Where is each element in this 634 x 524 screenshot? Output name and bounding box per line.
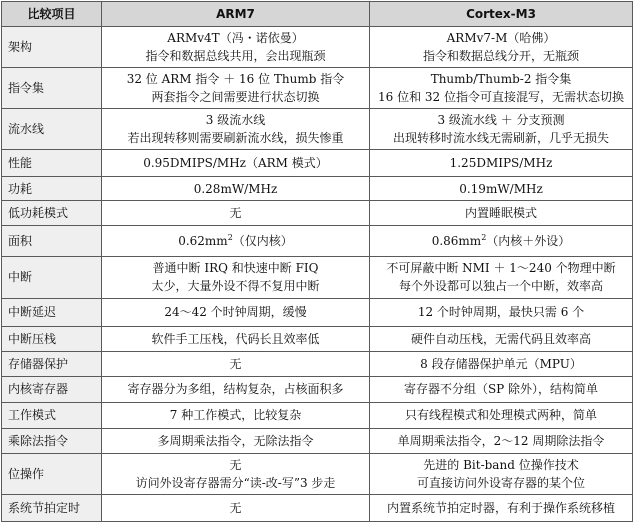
- feature-cell: 指令集: [2, 68, 102, 109]
- table-row: [2, 326, 633, 352]
- feature-cell: 系统节拍定时: [2, 495, 102, 522]
- arm7-cell: [102, 225, 370, 256]
- cell-line: 无: [229, 458, 242, 473]
- arm7-cell: [102, 403, 370, 429]
- table-row: [2, 201, 633, 225]
- table-row: [2, 176, 633, 200]
- cell-line: 无: [229, 356, 242, 371]
- cell-line: 3 级流水线: [205, 113, 266, 128]
- cell-line: 0.95DMIPS/MHz（ARM 模式）: [143, 156, 328, 170]
- superscript: 2: [481, 232, 487, 242]
- header-cortex-m3: Cortex-M3: [370, 2, 633, 27]
- cell-line: 访问外设寄存器需分“读-改-写”3 步走: [135, 476, 336, 491]
- arm7-cell: [102, 176, 370, 200]
- table-row: [2, 298, 633, 326]
- cortex-m3-cell: [370, 495, 633, 522]
- cell-line: 1.25DMIPS/MHz: [449, 156, 553, 170]
- cell-line: 16 位和 32 位指令可直接混写，无需状态切换: [378, 90, 624, 105]
- cell-line: 普通中断 IRQ 和快速中断 FIQ: [152, 261, 319, 276]
- cortex-m3-cell: [370, 256, 633, 298]
- arm7-cortexm3-comparison-table: [1, 1, 633, 522]
- table-row: [2, 256, 633, 298]
- feature-cell: 架构: [2, 27, 102, 68]
- cell-line: 指令和数据总线分开，无瓶颈: [422, 49, 579, 64]
- table-row: [2, 225, 633, 256]
- cell-line: 7 种工作模式，比较复杂: [169, 408, 302, 423]
- feature-cell: 流水线: [2, 109, 102, 150]
- arm7-cell: [102, 150, 370, 177]
- arm7-cell: [102, 256, 370, 298]
- cortex-m3-cell: [370, 454, 633, 495]
- cell-line: 单周期乘法指令，2～12 周期除法指令: [397, 433, 605, 448]
- cell-line: 32 位 ARM 指令 ＋ 16 位 Thumb 指令: [126, 72, 345, 87]
- cell-line: 只有线程模式和处理模式两种，简单: [404, 408, 597, 423]
- cell-line: 寄存器不分组（SP 除外），结构简单: [403, 382, 599, 397]
- cortex-m3-cell: [370, 298, 633, 326]
- cell-line: 太少，大量外设不得不复用中断: [151, 279, 320, 294]
- cortex-m3-cell: [370, 403, 633, 429]
- cell-line: $0.86mm^2$（内核＋外设）: [431, 232, 571, 248]
- table-row: [2, 27, 633, 68]
- cell-line: 可直接访问外设寄存器的某个位: [416, 476, 585, 491]
- cell-line: 先进的 Bit-band 位操作技术: [423, 458, 579, 473]
- feature-cell: 中断延迟: [2, 298, 102, 326]
- table-header-row: [2, 2, 633, 27]
- cortex-m3-cell: [370, 428, 633, 454]
- cell-line: 若出现转移则需要刷新流水线，损失惨重: [127, 131, 344, 146]
- arm7-cell: [102, 352, 370, 376]
- feature-cell: 功耗: [2, 176, 102, 200]
- table-row: [2, 352, 633, 376]
- cell-line: 无: [229, 501, 242, 516]
- header-arm7: ARM7: [102, 2, 370, 27]
- arm7-cell: [102, 495, 370, 522]
- cortex-m3-cell: [370, 176, 633, 200]
- cell-line: 内置系统节拍定时器，有利于操作系统移植: [386, 501, 615, 516]
- cell-line: 24～42 个时钟周期，缓慢: [164, 305, 307, 320]
- table-row: [2, 454, 633, 495]
- cortex-m3-cell: [370, 27, 633, 68]
- table-row: [2, 495, 633, 522]
- feature-cell: 性能: [2, 150, 102, 177]
- feature-cell: 面积: [2, 225, 102, 256]
- cell-line: 不可屏蔽中断 NMI ＋ 1～240 个物理中断: [386, 261, 616, 276]
- arm7-cell: [102, 298, 370, 326]
- cell-line: 8 段存储器保护单元（MPU）: [420, 356, 582, 371]
- cell-line: 无: [229, 205, 242, 220]
- feature-cell: 中断压栈: [2, 326, 102, 352]
- arm7-cell: [102, 109, 370, 150]
- feature-cell: 内核寄存器: [2, 376, 102, 403]
- arm7-cell: [102, 326, 370, 352]
- feature-cell: 工作模式: [2, 403, 102, 429]
- cell-line: 出现转移时流水线无需刷新，几乎无损失: [392, 131, 609, 146]
- arm7-cell: [102, 201, 370, 225]
- cell-line: 3 级流水线 ＋ 分支预测: [437, 113, 565, 128]
- cell-line: 0.19mW/MHz: [459, 181, 543, 196]
- cell-line: $0.62mm^2$（仅内核）: [178, 232, 293, 248]
- table-row: [2, 376, 633, 403]
- cell-line: Thumb/Thumb-2 指令集: [430, 72, 572, 87]
- table-row: [2, 68, 633, 109]
- superscript: 2: [227, 232, 233, 242]
- cortex-m3-cell: [370, 225, 633, 256]
- feature-cell: 低功耗模式: [2, 201, 102, 225]
- feature-cell: 存储器保护: [2, 352, 102, 376]
- cell-line: 多周期乘法指令，无除法指令: [157, 433, 314, 448]
- arm7-cell: [102, 27, 370, 68]
- header-feature: 比较项目: [2, 2, 102, 27]
- table-row: [2, 403, 633, 429]
- feature-cell: 乘除法指令: [2, 428, 102, 454]
- cell-line: 指令和数据总线共用，会出现瓶颈: [145, 49, 326, 64]
- cell-line: 每个外设都可以独占一个中断，效率高: [398, 279, 603, 294]
- cortex-m3-cell: [370, 201, 633, 225]
- feature-cell: 位操作: [2, 454, 102, 495]
- cell-line: 硬件自动压栈，无需代码且效率高: [410, 331, 591, 346]
- cell-line: ARMv4T（冯・诺依曼）: [167, 31, 304, 46]
- cortex-m3-cell: [370, 326, 633, 352]
- cell-line: 0.28mW/MHz: [193, 181, 278, 196]
- cell-line: 两套指令之间需要进行状态切换: [151, 90, 320, 105]
- table-row: [2, 150, 633, 177]
- cell-line: ARMv7-M（哈佛）: [446, 31, 556, 46]
- table-row: [2, 428, 633, 454]
- arm7-cell: [102, 376, 370, 403]
- feature-cell: 中断: [2, 256, 102, 298]
- arm7-cell: [102, 454, 370, 495]
- arm7-cell: [102, 428, 370, 454]
- table-row: [2, 109, 633, 150]
- cell-line: 12 个时钟周期，最快只需 6 个: [417, 305, 585, 320]
- cortex-m3-cell: [370, 109, 633, 150]
- cell-line: 寄存器分为多组，结构复杂，占核面积多: [127, 382, 344, 397]
- cell-line: 内置睡眠模式: [464, 205, 537, 220]
- cortex-m3-cell: [370, 150, 633, 177]
- cell-line: 软件手工压栈，代码长且效率低: [151, 331, 320, 346]
- cortex-m3-cell: [370, 376, 633, 403]
- arm7-cell: [102, 68, 370, 109]
- cortex-m3-cell: [370, 352, 633, 376]
- cortex-m3-cell: [370, 68, 633, 109]
